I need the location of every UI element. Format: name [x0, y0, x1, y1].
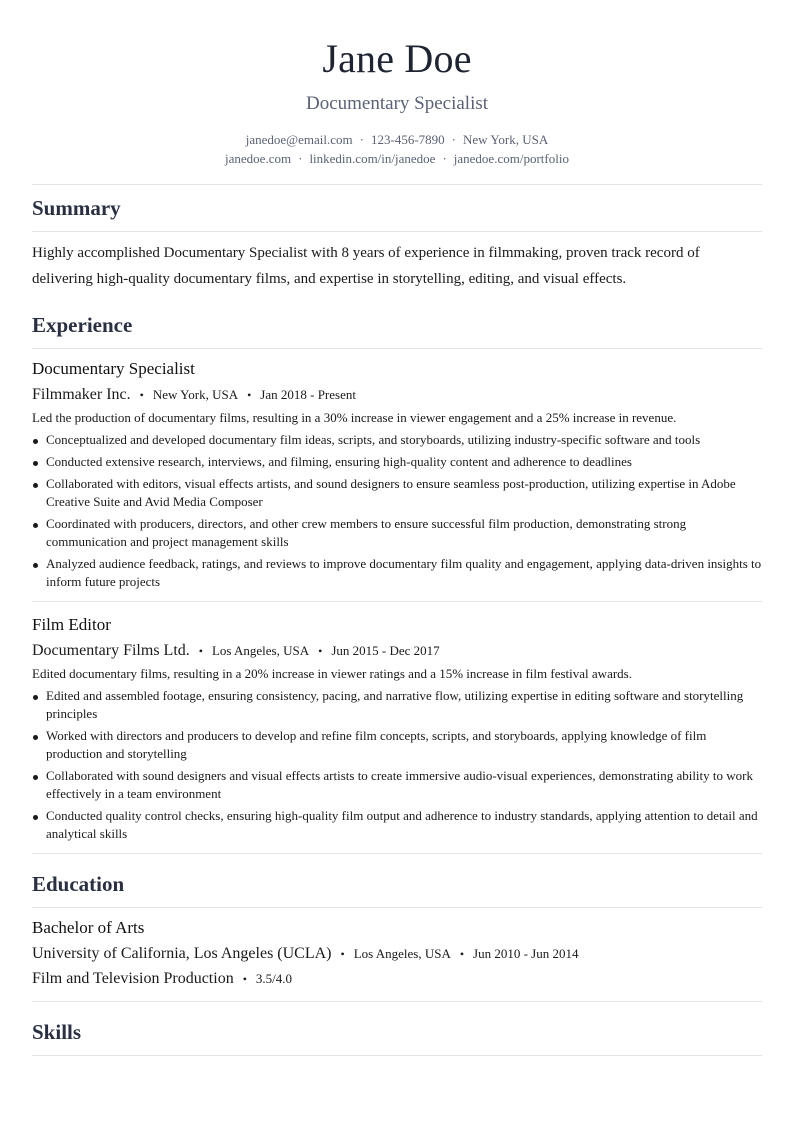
separator: ·: [298, 151, 303, 166]
location: New York, USA: [463, 132, 549, 147]
bullet-separator: •: [247, 388, 252, 402]
divider: [32, 601, 762, 602]
summary-heading: Summary: [32, 196, 121, 220]
divider: [32, 231, 762, 232]
job-location: New York, USA: [152, 387, 239, 402]
job-description: Led the production of documentary films, resulting in a 30% increase in viewer engagement and a 25% increase in revenue.: [32, 410, 677, 425]
list-item: Conceptualized and developed documentary film ideas, scripts, and storyboards, utilizing industry-specific software and tools: [32, 431, 762, 449]
job-bullets: [32, 431, 762, 591]
email-link[interactable]: janedoe@email.com: [245, 132, 353, 147]
field-of-study: Film and Television Production: [32, 970, 234, 987]
phone-number[interactable]: 123-456-7890: [370, 132, 445, 147]
bullet-separator: •: [459, 947, 465, 961]
list-item: Worked with directors and producers to develop and refine film concepts, scripts, and storyboards, applying knowledge of film production and storytelling: [32, 727, 762, 763]
job-description: Edited documentary films, resulting in a 20% increase in viewer ratings and a 15% increase in film festival awards.: [32, 666, 632, 681]
contact-line-2: [32, 149, 762, 168]
school-name: University of California, Los Angeles (UCLA): [32, 945, 332, 962]
linkedin-link[interactable]: linkedin.com/in/janedoe: [309, 151, 436, 166]
company-name: Documentary Films Ltd.: [32, 642, 190, 659]
company-name: Filmmaker Inc.: [32, 386, 131, 403]
contact-line-1: [32, 130, 762, 149]
contact-block: [32, 130, 762, 168]
school-location: Los Angeles, USA: [353, 946, 451, 961]
job-dates: Jun 2015 - Dec 2017: [331, 643, 440, 658]
job-dates: Jan 2018 - Present: [260, 387, 356, 402]
list-item: Collaborated with editors, visual effects artists, and sound designers to ensure seamless post-production, utilizing expertise in Adobe Creative Suite and Avid Media Composer: [32, 475, 762, 511]
divider: [32, 1001, 762, 1002]
list-item: Collaborated with sound designers and visual effects artists to create immersive audio-visual experiences, demonstrating ability to work effectively in a team environment: [32, 767, 762, 803]
job-entry: [32, 614, 762, 843]
bullet-separator: •: [242, 972, 247, 986]
degree: Bachelor of Arts: [32, 918, 145, 937]
separator: ·: [359, 132, 364, 147]
divider: [32, 853, 762, 854]
portfolio-link[interactable]: janedoe.com/portfolio: [453, 151, 569, 166]
gpa: 3.5/4.0: [255, 971, 293, 986]
list-item: Analyzed audience feedback, ratings, and reviews to improve documentary film quality and engagement, applying data-driven insights to inform future projects: [32, 555, 762, 591]
divider: [32, 184, 762, 185]
divider: [32, 348, 762, 349]
bullet-separator: •: [139, 388, 144, 402]
list-item: Conducted quality control checks, ensuring high-quality film output and adherence to industry standards, applying attention to detail and analytical skills: [32, 807, 762, 843]
education-dates: Jun 2010 - Jun 2014: [473, 946, 579, 961]
summary-text: Highly accomplished Documentary Specialist with 8 years of experience in filmmaking, proven track record of delivering high-quality documentary films, and expertise in storytelling, editing, and visual effects.: [32, 245, 700, 287]
job-entry: [32, 358, 762, 591]
list-item: Coordinated with producers, directors, and other crew members to ensure successful film production, demonstrating strong communication and project management skills: [32, 515, 762, 551]
education-heading: Education: [32, 872, 125, 896]
divider: [32, 907, 762, 908]
education-meta: [32, 944, 762, 964]
skills-heading: Skills: [32, 1020, 82, 1044]
job-meta: [32, 385, 762, 405]
candidate-name: Jane Doe: [322, 36, 472, 81]
resume-header: [32, 0, 762, 168]
education-entry: [32, 917, 762, 989]
divider: [32, 1055, 762, 1056]
bullet-separator: •: [318, 644, 323, 658]
website-link[interactable]: janedoe.com: [225, 151, 292, 166]
job-meta: [32, 641, 762, 661]
list-item: Edited and assembled footage, ensuring consistency, pacing, and narrative flow, utilizing expertise in editing software and storytelling principles: [32, 687, 762, 723]
field-of-study-line: [32, 969, 762, 989]
separator: ·: [451, 132, 456, 147]
candidate-title: Documentary Specialist: [305, 93, 489, 114]
experience-heading: Experience: [32, 313, 133, 337]
bullet-separator: •: [340, 947, 345, 961]
job-bullets: [32, 687, 762, 843]
job-location: Los Angeles, USA: [211, 643, 310, 658]
list-item: Conducted extensive research, interviews, and filming, ensuring high-quality content and adherence to deadlines: [32, 453, 762, 471]
bullet-separator: •: [198, 644, 203, 658]
job-title: Documentary Specialist: [32, 359, 195, 378]
job-title: Film Editor: [32, 615, 111, 634]
separator: ·: [442, 151, 447, 166]
